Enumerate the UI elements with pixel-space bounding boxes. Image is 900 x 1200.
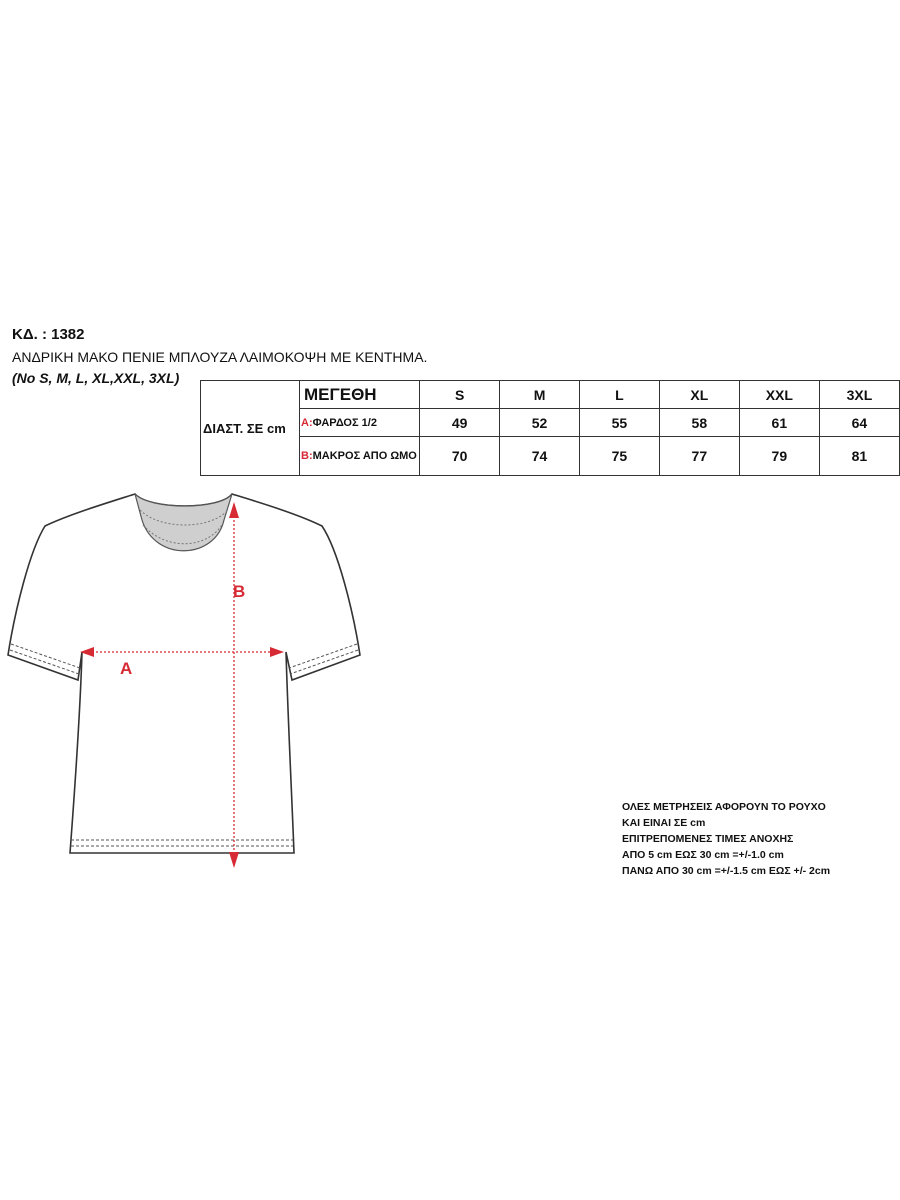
table-cell: 74 xyxy=(500,437,580,476)
table-cell: 58 xyxy=(659,409,739,437)
size-label: M xyxy=(500,381,580,409)
row-label-width xyxy=(300,409,420,437)
product-description: ΑΝΔΡΙΚΗ ΜΑΚΟ ΠΕΝΙΕ ΜΠΛΟΥΖΑ ΛΑΙΜΟΚΟΨΗ ΜΕ ΚΕΝΤΗΜΑ. xyxy=(12,349,428,365)
row-letter: A: xyxy=(301,416,313,429)
table-row xyxy=(201,409,900,437)
size-label: L xyxy=(580,381,660,409)
table-cell: 79 xyxy=(739,437,819,476)
note-line: ΟΛΕΣ ΜΕΤΡΗΣΕΙΣ ΑΦΟΡΟΥΝ ΤΟ ΡΟΥΧΟ xyxy=(622,801,826,813)
row-label-length xyxy=(300,437,420,476)
table-header-row xyxy=(201,381,900,409)
table-cell: 49 xyxy=(420,409,500,437)
size-label: XXL xyxy=(739,381,819,409)
note-line: ΠΑΝΩ ΑΠΟ 30 cm =+/-1.5 cm ΕΩΣ +/- 2cm xyxy=(622,865,831,877)
table-row xyxy=(201,437,900,476)
table-cell: 61 xyxy=(739,409,819,437)
table-cell: 81 xyxy=(819,437,899,476)
note-line: ΕΠΙΤΡΕΠΟΜΕΝΕΣ ΤΙΜΕΣ ΑΝΟΧΗΣ xyxy=(622,833,794,845)
table-cell: 55 xyxy=(580,409,660,437)
measurement-notes xyxy=(622,799,830,879)
sizes-header: ΜΕΓΕΘΗ xyxy=(300,381,420,409)
size-chart-table xyxy=(200,380,900,476)
label-b: B xyxy=(233,582,246,601)
table-cell: 75 xyxy=(580,437,660,476)
dimensions-label: ΔΙΑΣΤ. ΣΕ cm xyxy=(201,381,300,476)
row-label-text: ΦΑΡΔΟΣ 1/2 xyxy=(312,416,377,429)
size-label: S xyxy=(420,381,500,409)
table-cell: 70 xyxy=(420,437,500,476)
table-cell: 64 xyxy=(819,409,899,437)
row-letter: B: xyxy=(301,450,313,462)
note-line: ΑΠΟ 5 cm ΕΩΣ 30 cm =+/-1.0 cm xyxy=(622,849,784,861)
label-a: A xyxy=(120,659,133,678)
arrowhead-down xyxy=(229,852,239,868)
table-cell: 77 xyxy=(659,437,739,476)
product-code: ΚΔ. : 1382 xyxy=(12,326,85,343)
table-cell: 52 xyxy=(500,409,580,437)
row-label-text: ΜΑΚΡΟΣ ΑΠΟ ΩΜΟ xyxy=(312,450,417,462)
available-sizes: (No S, M, L, XL,XXL, 3XL) xyxy=(12,370,180,386)
size-label: XL xyxy=(659,381,739,409)
size-label: 3XL xyxy=(819,381,899,409)
tshirt-diagram xyxy=(0,480,370,880)
note-line: ΚΑΙ ΕΙΝΑΙ ΣΕ cm xyxy=(622,817,706,829)
